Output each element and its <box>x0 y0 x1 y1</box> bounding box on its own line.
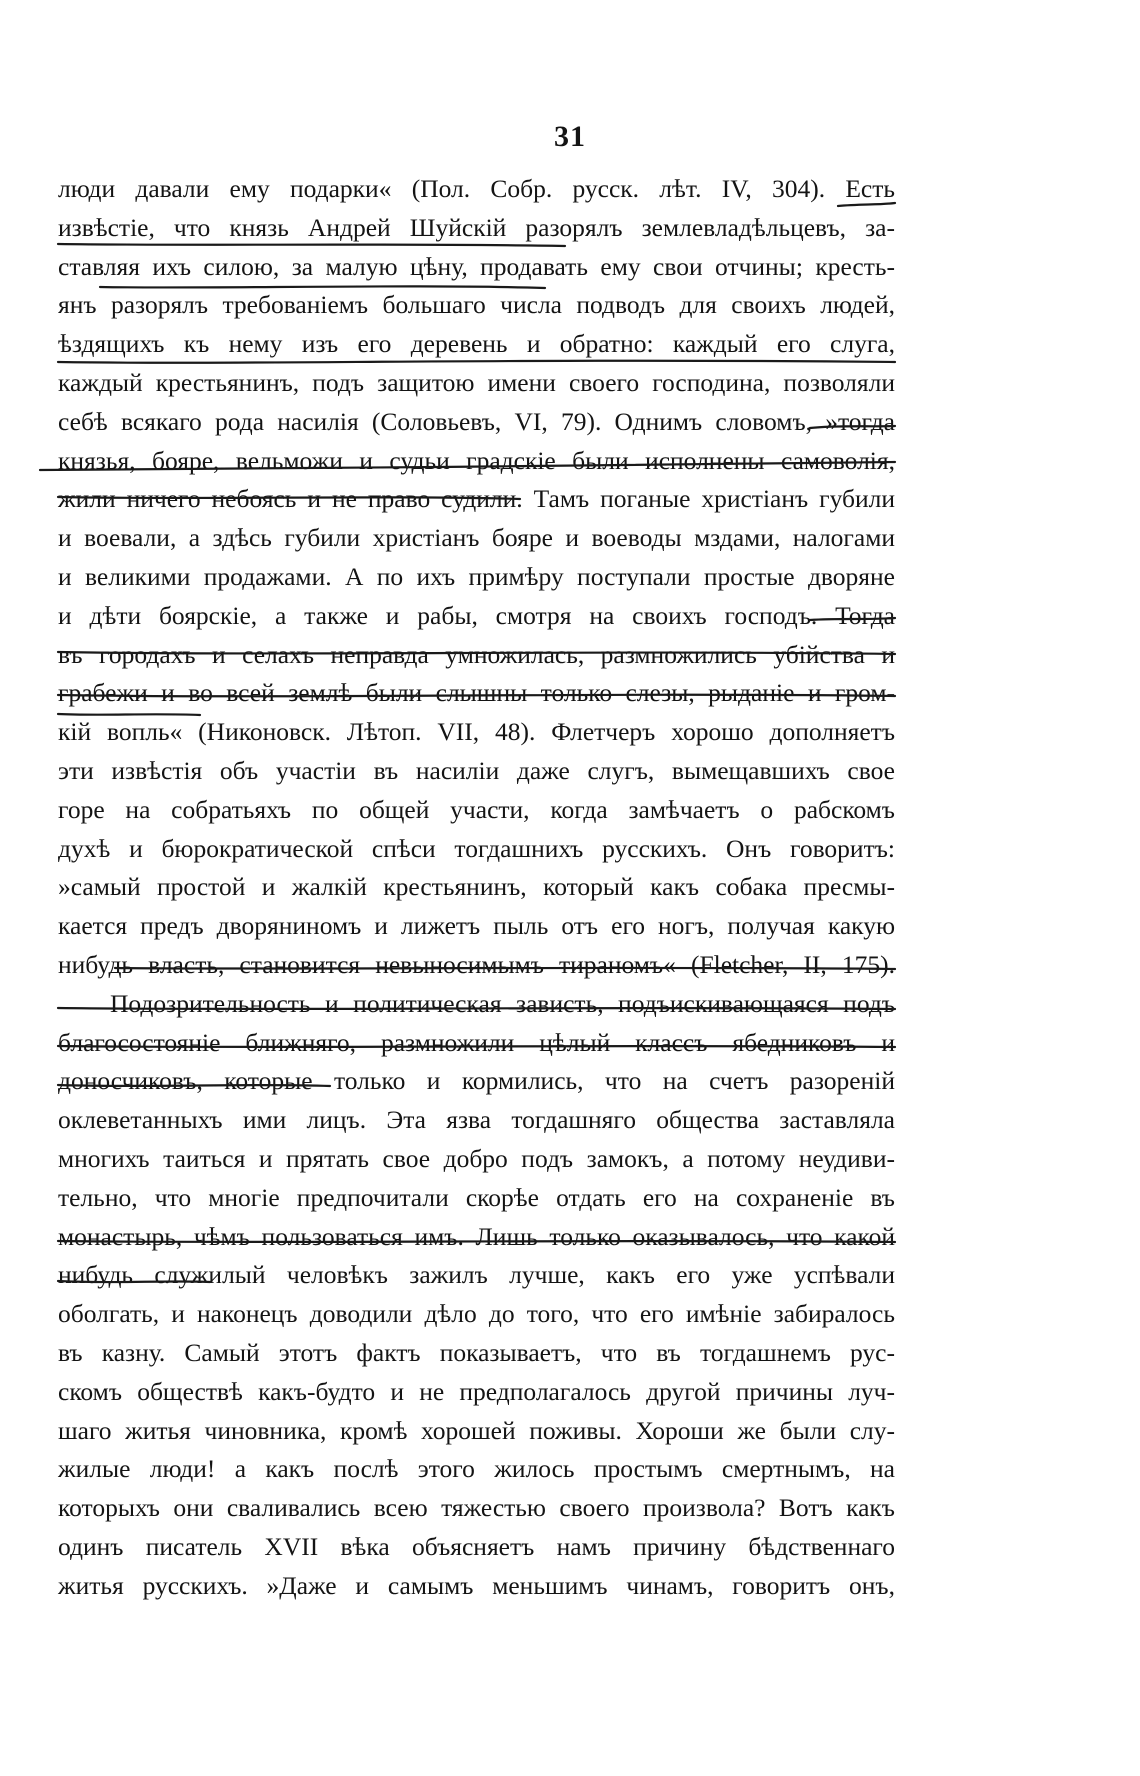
text-line: грабежи и во всей землѣ были слышны только слезы, рыданіе и гром- <box>58 678 895 708</box>
text-line: себѣ всякаго рода насилія (Соловьевъ, VI, 79). Однимъ словомъ, »тогда <box>58 406 895 436</box>
text-line: оклеветанныхъ ими лицъ. Эта язва тогдашняго общества заставляла <box>58 1105 895 1135</box>
text-line: въ городахъ и селахъ неправда умножилась, размножились убійства и <box>58 639 895 669</box>
text-line: доносчиковъ, которые только и кормились, что на счетъ разореній <box>58 1066 895 1096</box>
text-line: ѣздящихъ къ нему изъ его деревень и обратно: каждый его слуга, <box>58 329 895 359</box>
text-line: тельно, что многіе предпочитали скорѣе отдать его на сохраненіе въ <box>58 1182 895 1212</box>
text-line: Подозрительность и политическая зависть, подъискивающаяся подъ <box>110 988 895 1018</box>
text-line: жилые люди! а какъ послѣ этого жилось простымъ смертнымъ, на <box>58 1454 895 1484</box>
text-line: житья русскихъ. »Даже и самымъ меньшимъ чинамъ, говоритъ онъ, <box>58 1570 895 1600</box>
text-line: каждый крестьянинъ, подъ защитою имени своего господина, позволяли <box>58 367 895 397</box>
text-line: многихъ таиться и прятать свое добро подъ замокъ, а потому неудиви- <box>58 1143 895 1173</box>
text-line: благосостояніе ближняго, размножили цѣлый классъ ябедниковъ и <box>58 1027 895 1057</box>
text-line: люди давали ему подарки« (Пол. Собр. русск. лѣт. IV, 304). Есть <box>58 174 895 203</box>
page-number: 31 <box>554 120 586 153</box>
text-line: и дѣти боярскіе, а также и рабы, смотря на своихъ господъ. Тогда <box>58 600 895 630</box>
text-line: князья, бояре, вельможи и судьи градскіе были исполнены самоволія, <box>58 445 895 475</box>
text-line: духѣ и бюрократической спѣси тогдашнихъ русскихъ. Онъ говоритъ: <box>58 833 895 863</box>
text-line: горе на собратьяхъ по общей участи, когда замѣчаетъ о рабскомъ <box>58 794 895 824</box>
text-line: »самый простой и жалкій крестьянинъ, который какъ собака пресмы- <box>58 872 895 902</box>
text-line: скомъ обществѣ какъ-будто и не предполагалось другой причины луч- <box>58 1376 895 1406</box>
text-line: кается предъ дворяниномъ и лижетъ пыль отъ его ногъ, получая какую <box>58 911 895 941</box>
text-line: шаго житья чиновника, кромѣ хорошей поживы. Хороши же были слу- <box>58 1415 895 1445</box>
text-line: эти извѣстія объ участіи въ насиліи даже слугъ, вымещавшихъ свое <box>58 755 895 785</box>
text-line: одинъ писатель XVII вѣка объясняетъ намъ причину бѣдственнаго <box>58 1531 895 1561</box>
text-line: въ казну. Самый этотъ фактъ показываетъ, что въ тогдашнемъ рус- <box>58 1337 895 1367</box>
body-text <box>58 170 895 1605</box>
paragraph-1 <box>58 170 895 985</box>
text-line: кій вопль« (Никоновск. Лѣтоп. VII, 48). Флетчеръ хорошо дополняетъ <box>58 717 895 747</box>
text-line: нибудь власть, становится невыносимымъ тираномъ« (Fletcher, II, 175). <box>58 949 895 979</box>
paragraph-2 <box>58 985 895 1606</box>
text-line: и воевали, а здѣсь губили христіанъ бояре и воеводы мздами, налогами <box>58 523 895 553</box>
text-line: нибудь служилый человѣкъ зажилъ лучше, какъ его уже успѣвали <box>58 1260 895 1290</box>
text-line: жили ничего небоясь и не право судили. Тамъ поганые христіанъ губили <box>58 484 895 514</box>
text-line: оболгать, и наконецъ доводили дѣло до того, что его имѣніе забиралось <box>58 1299 895 1329</box>
text-line: которыхъ они сваливались всею тяжестью своего произвола? Вотъ какъ <box>58 1493 895 1523</box>
text-line: янъ разорялъ требованіемъ большаго числа подводъ для своихъ людей, <box>58 290 895 320</box>
text-line: извѣстіе, что князь Андрей Шуйскій разорялъ землевладѣльцевъ, за- <box>58 212 895 242</box>
text-line: и великими продажами. А по ихъ примѣру поступали простые дворяне <box>58 561 895 591</box>
text-line: монастырь, чѣмъ пользоваться имъ. Лишь только оказывалось, что какой <box>58 1221 895 1251</box>
text-line: ставляя ихъ силою, за малую цѣну, продавать ему свои отчины; кресть- <box>58 251 895 281</box>
